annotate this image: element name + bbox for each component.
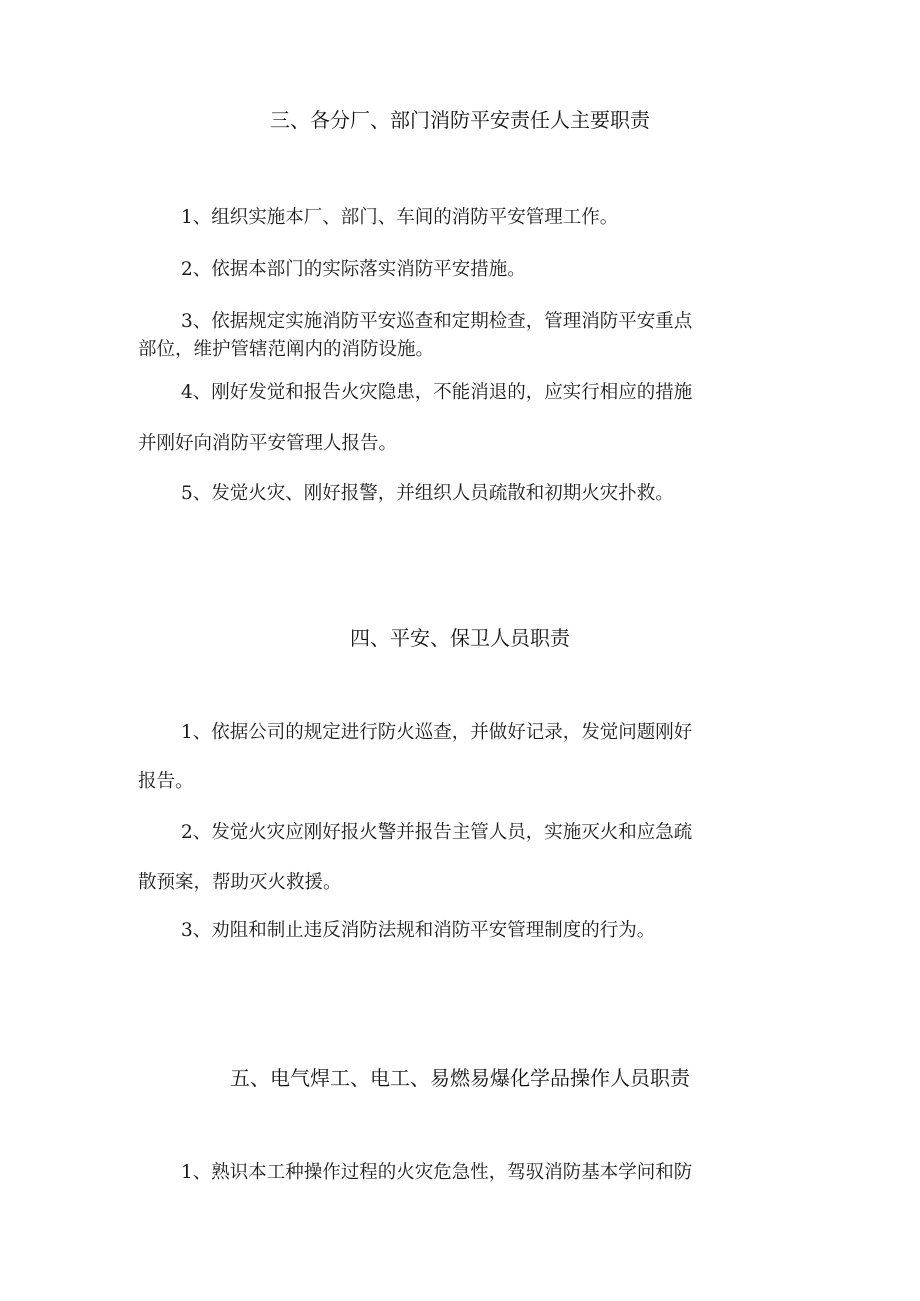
section-4-item-1-cont: 报告。 — [138, 771, 194, 792]
section-4-item-2: 2、发觉火灾应刚好报火警并报告主管人员，实施灭火和应急疏 — [181, 822, 693, 843]
section-4-item-1: 1、依据公司的规定进行防火巡查，并做好记录，发觉问题刚好 — [181, 722, 693, 743]
section-3-item-4: 4、刚好发觉和报告火灾隐患，不能消退的，应实行相应的措施 — [181, 382, 693, 403]
section-3-item-3: 3、依据规定实施消防平安巡查和定期检查，管理消防平安重点 — [181, 311, 693, 332]
section-3-item-2: 2、依据本部门的实际落实消防平安措施。 — [181, 259, 526, 280]
section-3-item-4-cont: 并刚好向消防平安管理人报告。 — [138, 433, 398, 454]
section-3-item-3-cont: 部位，维护管辖范阐内的消防设施。 — [138, 339, 435, 360]
section-4-title: 四、平安、保卫人员职责 — [350, 626, 570, 650]
section-5-title: 五、电气焊工、电工、易燃易爆化学品操作人员职责 — [230, 1066, 690, 1090]
section-4-item-2-cont: 散预案，帮助灭火救援。 — [138, 872, 342, 893]
section-3-item-5: 5、发觉火灾、刚好报警，并组织人员疏散和初期火灾扑救。 — [181, 483, 674, 504]
section-3-title: 三、各分厂、部门消防平安责任人主要职责 — [270, 108, 650, 132]
section-5-item-1: 1、熟识本工种操作过程的火灾危急性，驾驭消防基本学问和防 — [181, 1162, 693, 1183]
section-3-item-1: 1、组织实施本厂、部门、车间的消防平安管理工作。 — [181, 207, 619, 228]
section-4-item-3: 3、劝阻和制止违反消防法规和消防平安管理制度的行为。 — [181, 920, 656, 941]
